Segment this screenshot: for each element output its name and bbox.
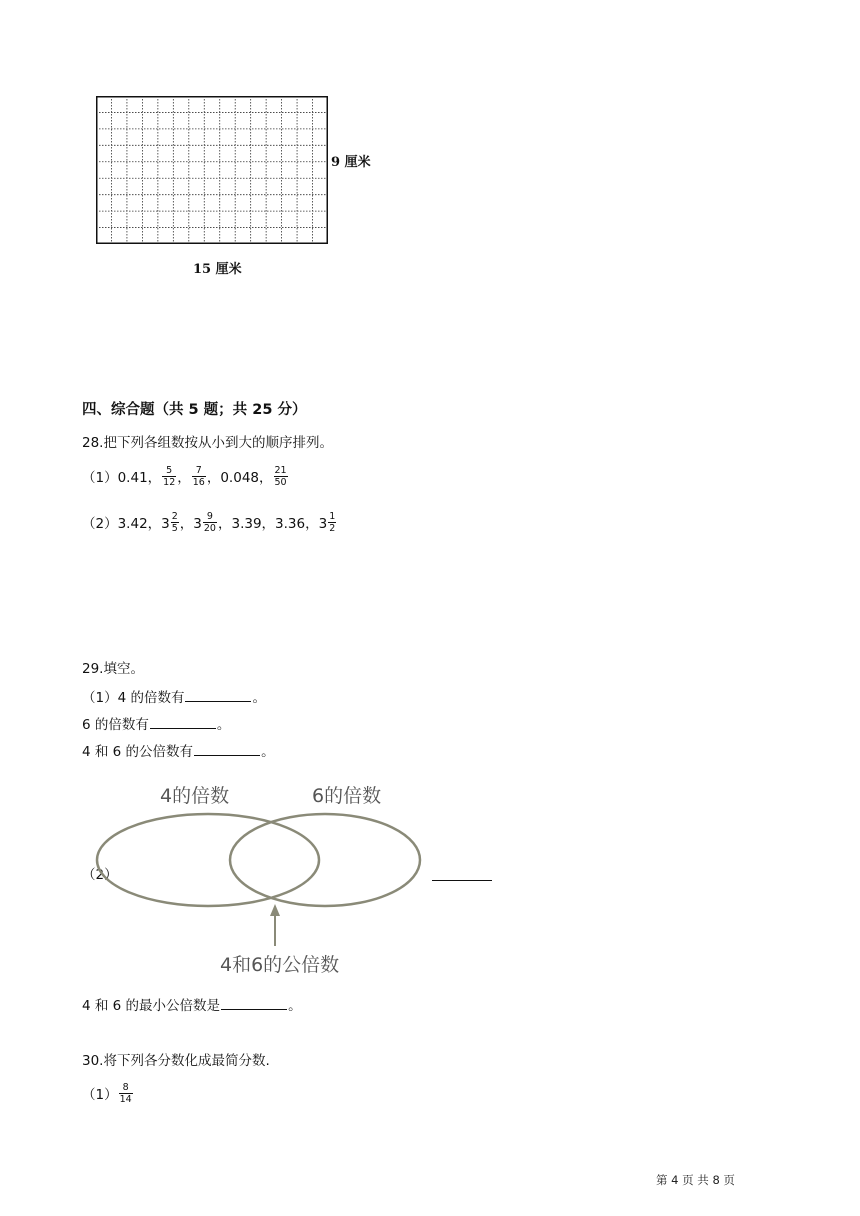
width-label: 15 厘米 [193, 262, 242, 277]
q29-stem: 29.填空。 [82, 661, 144, 677]
fraction [203, 511, 217, 534]
venn-right-label: 6的倍数 [312, 785, 382, 807]
q28-part1 [82, 466, 289, 489]
fraction [119, 1082, 133, 1105]
q29-line2-end: 。 [216, 717, 231, 733]
q29-line2-text: 6 的倍数有 [82, 717, 149, 733]
denominator: 2 [329, 523, 336, 534]
venn-bottom-label: 4和6的公倍数 [220, 954, 340, 976]
whole: 3 [161, 515, 170, 532]
q29-lcm-text: 4 和 6 的最小公倍数是 [82, 998, 221, 1014]
arrow-up-icon [270, 904, 280, 916]
q29-line1 [82, 687, 266, 707]
q30-stem: 30.将下列各分数化成最简分数. [82, 1053, 270, 1069]
fraction [192, 465, 206, 488]
fraction [171, 511, 179, 534]
separator: ， [179, 515, 194, 532]
numerator: 8 [122, 1082, 129, 1093]
q29-lcm-line [82, 995, 302, 1015]
answer-blank[interactable] [432, 880, 492, 881]
q28-part1-b: ，0.048， [206, 469, 273, 486]
answer-blank[interactable] [185, 687, 251, 702]
q28-part2-a: 3.42， [117, 515, 162, 532]
page-number: 第 4 页 共 8 页 [656, 1173, 735, 1187]
q30-part1-label: （1） [82, 1086, 118, 1103]
whole: 3 [318, 515, 328, 532]
venn-left-label: 4的倍数 [160, 785, 230, 807]
grid-figure [96, 96, 328, 244]
numerator: 5 [166, 465, 173, 476]
denominator: 20 [203, 523, 216, 534]
q30-part1 [82, 1083, 134, 1106]
denominator: 16 [192, 477, 205, 488]
q28-part2 [82, 512, 337, 535]
q28-stem: 28.把下列各组数按从小到大的顺序排列。 [82, 435, 333, 451]
mixed-number [193, 512, 218, 535]
fraction [274, 465, 288, 488]
denominator: 5 [171, 523, 178, 534]
q29-line3-text: 4 和 6 的公倍数有 [82, 744, 194, 760]
venn-left-ellipse [97, 814, 319, 906]
q28-part2-b: ，3.39，3.36， [217, 515, 319, 532]
q28-part1-a: 0.41， [117, 469, 162, 486]
numerator: 9 [206, 511, 213, 522]
q29-part2-label: （2） [82, 867, 118, 883]
numerator: 7 [195, 465, 202, 476]
q29-line1-end: 。 [252, 690, 266, 706]
q28-part1-label: （1） [82, 469, 118, 486]
q29-line3-end: 。 [261, 744, 275, 760]
q29-line3 [82, 741, 275, 761]
mixed-number [161, 512, 180, 535]
q29-line2 [82, 714, 230, 734]
q28-part2-label: （2） [82, 515, 118, 532]
denominator: 14 [119, 1094, 132, 1105]
height-label: 9 厘米 [331, 155, 371, 170]
mixed-number [319, 512, 338, 535]
numerator: 21 [274, 465, 287, 476]
fraction [328, 511, 336, 534]
q29-line1-text: （1）4 的倍数有 [82, 690, 185, 706]
q29-lcm-end: 。 [288, 998, 302, 1014]
answer-blank[interactable] [221, 995, 287, 1010]
denominator: 50 [274, 477, 287, 488]
denominator: 12 [163, 477, 176, 488]
answer-blank[interactable] [194, 741, 260, 756]
whole: 3 [193, 515, 202, 532]
answer-blank[interactable] [150, 714, 216, 729]
grid-rectangle [96, 96, 328, 244]
section-title: 四、综合题（共 5 题；共 25 分） [82, 402, 307, 418]
numerator: 1 [329, 511, 336, 522]
fraction [162, 465, 176, 488]
venn-right-ellipse [230, 814, 420, 906]
numerator: 2 [171, 511, 178, 522]
separator: ， [177, 469, 191, 486]
